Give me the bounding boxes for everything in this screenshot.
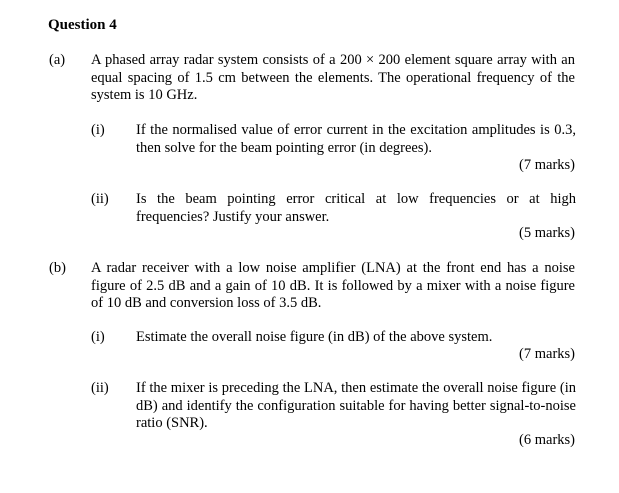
part-a-i-marks: (7 marks)	[519, 157, 575, 173]
part-b-i-text: Estimate the overall noise figure (in dB) of the above system.	[136, 329, 493, 345]
part-a-i-text: If the normalised value of error current in the excitation amplitudes is 0.3, then solve for the beam pointing error (in degrees).	[136, 122, 576, 156]
part-a-text: A phased array radar system consists of a 200 × 200 element square array with an equal spacing of 1.5 cm between the elements. The operational frequency of the system is 10 GHz.	[91, 52, 575, 103]
part-b-ii-label: (ii)	[91, 380, 109, 396]
part-b-label: (b)	[49, 260, 66, 276]
part-a-ii-text: Is the beam pointing error critical at low frequencies or at high frequencies? Justify your answer.	[136, 191, 576, 225]
part-b-ii-text: If the mixer is preceding the LNA, then estimate the overall noise figure (in dB) and identify the configuration suitable for having better signal-to-noise ratio (SNR).	[136, 380, 576, 431]
part-b-i-label: (i)	[91, 329, 105, 345]
part-a-i-label: (i)	[91, 122, 105, 138]
part-b-i-marks: (7 marks)	[519, 346, 575, 362]
part-b-ii-marks: (6 marks)	[519, 432, 575, 448]
question-title: Question 4	[48, 17, 117, 33]
part-b-text: A radar receiver with a low noise amplifier (LNA) at the front end has a noise figure of 2.5 dB and a gain of 10 dB. It is followed by a mixer with a noise figure of 10 dB and conversion loss of 3.5 dB.	[91, 260, 575, 311]
part-a-label: (a)	[49, 52, 66, 68]
part-a-ii-marks: (5 marks)	[519, 225, 575, 241]
part-a-ii-label: (ii)	[91, 191, 109, 207]
